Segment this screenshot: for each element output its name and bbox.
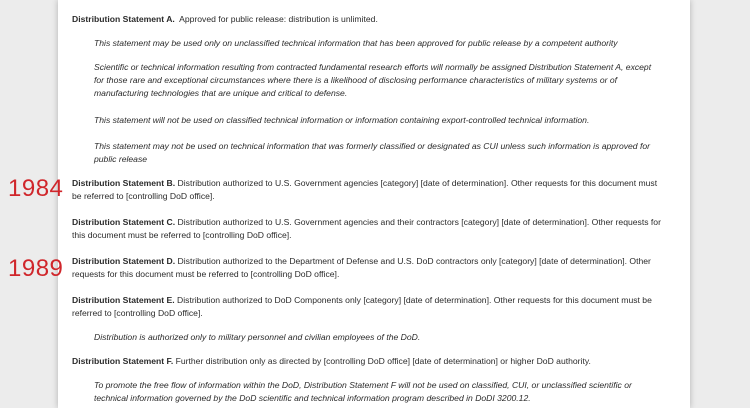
year-annotation-1989: 1989 [8, 255, 64, 282]
statement-c-heading: Distribution Statement C. [72, 217, 176, 227]
statement-a-note-2: Scientific or technical information resulting from contracted fundamental research efforts will normally be assigned Distribution Statement A, except for those rare and exceptional circumstances where there is a likelihood of disclosing performance characteristics of military systems or of manufacturing technologies that are unique and critical to defense. [94, 62, 652, 99]
statement-e-note: Distribution is authorized only to military personnel and civilian employees of the DoD. [94, 332, 421, 342]
statement-b-text: Distribution authorized to U.S. Government agencies [category] [date of determination]. Other requests for this document must be referred to [controlling DoD office]. [72, 178, 658, 202]
statement-a-note-1: This statement may be used only on unclassified technical information that has been approved for public release by a competent authority [94, 38, 618, 48]
statement-e-text: Distribution authorized to DoD Components only [category] [date of determination]. Other requests for this document must be referred to [controlling DoD office]. [72, 295, 652, 319]
statement-a [72, 13, 664, 26]
statement-e-heading: Distribution Statement E. [72, 295, 175, 305]
statement-c-text: Distribution authorized to U.S. Government agencies and their contractors [category] [date of determination]. Other requests for this document must be referred to [controlling DoD office]. [72, 217, 661, 241]
statement-c [72, 216, 664, 242]
statement-b-heading: Distribution Statement B. [72, 178, 176, 188]
statement-a-note-3: This statement will not be used on classified technical information or information containing export-controlled technical information. [94, 115, 590, 125]
statement-d-heading: Distribution Statement D. [72, 256, 176, 266]
statement-f [72, 355, 664, 368]
statement-b [72, 177, 664, 203]
document-page [58, 0, 690, 408]
statement-a-note-4: This statement may not be used on technical information that was formerly classified or designated as CUI unless such information is approved for public release [94, 141, 651, 165]
statement-f-heading: Distribution Statement F. [72, 356, 174, 366]
statement-d [72, 255, 664, 281]
statement-e [72, 294, 664, 320]
statement-d-text: Distribution authorized to the Department of Defense and U.S. DoD contractors only [category] [date of determination]. Other requests for this document must be referred to [controlling DoD office]. [72, 256, 651, 280]
statement-a-text: Approved for public release: distribution is unlimited. [179, 14, 378, 24]
statement-f-note: To promote the free flow of information within the DoD, Distribution Statement F will not be used on classified, CUI, or unclassified scientific or technical information governed by the DoD scientific and technical information program described in DoDI 3200.12. [94, 380, 632, 404]
statement-f-text: Further distribution only as directed by [controlling DoD office] [date of determination] or higher DoD authority. [175, 356, 591, 366]
year-annotation-1984: 1984 [8, 175, 64, 202]
statement-a-heading: Distribution Statement A. [72, 14, 175, 24]
